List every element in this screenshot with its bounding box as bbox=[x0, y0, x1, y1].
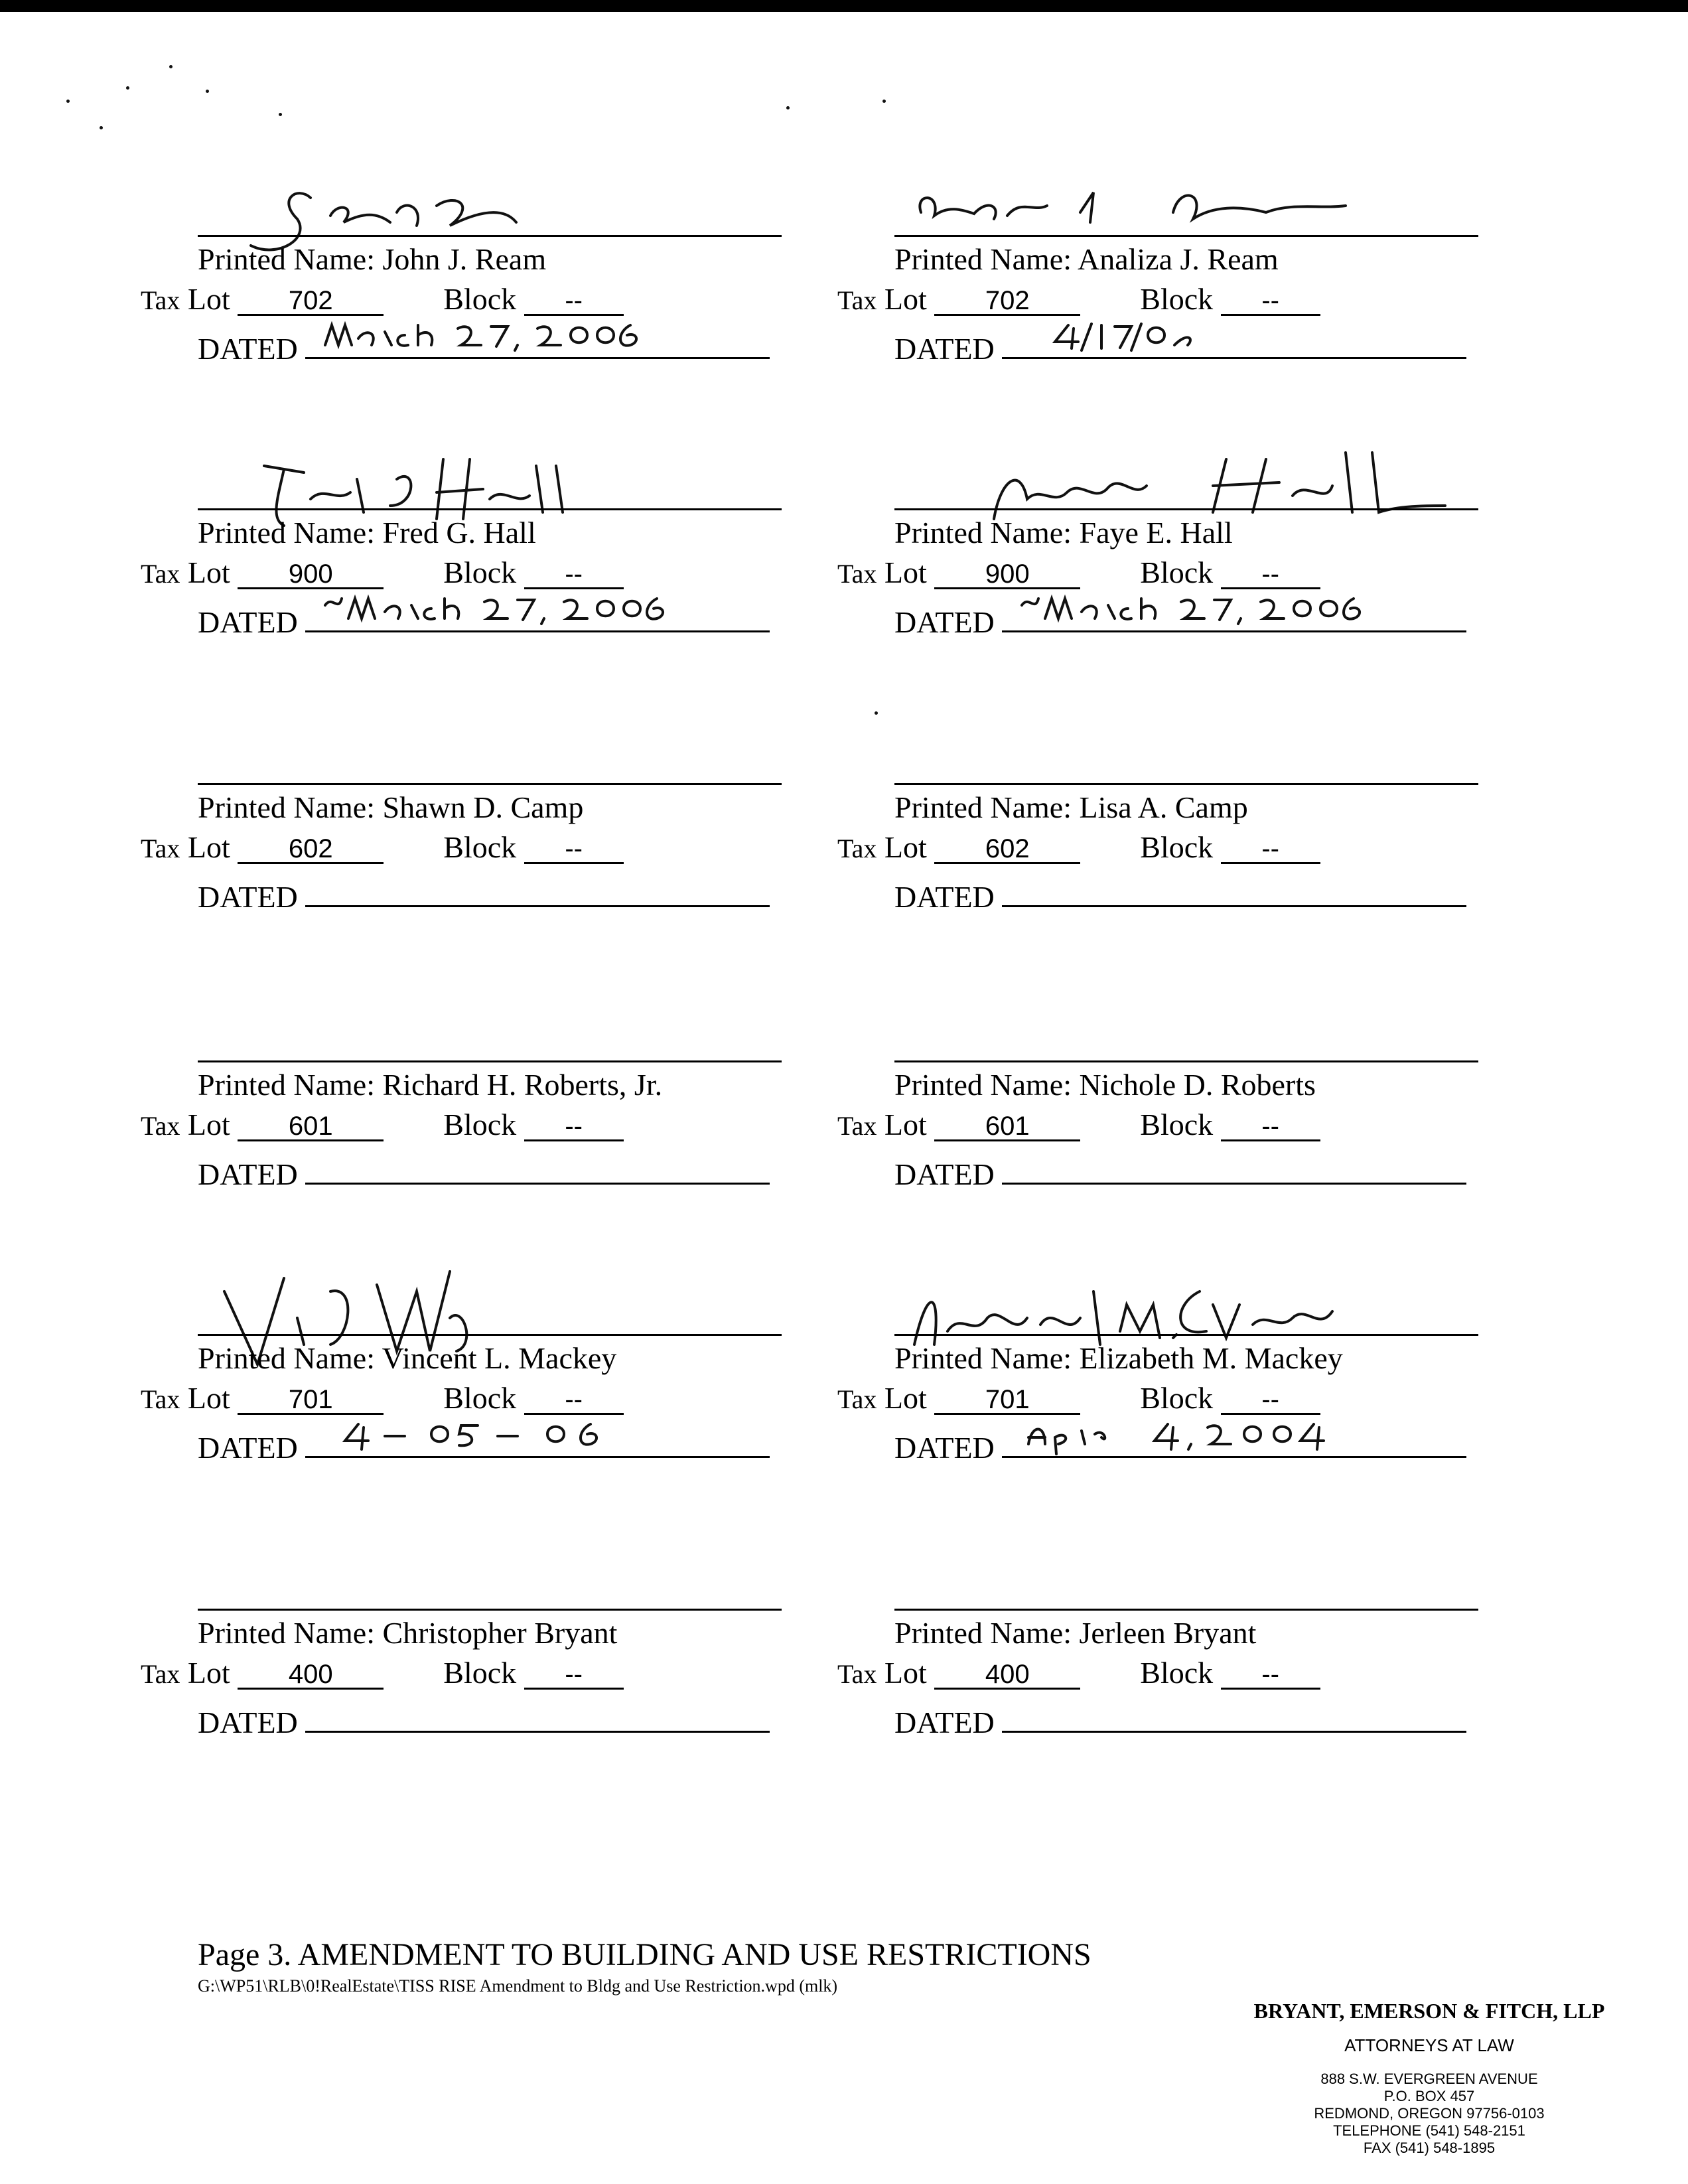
printed-name-label: Printed Name: bbox=[894, 790, 1080, 824]
dated-row bbox=[198, 597, 770, 638]
tax-label: Tax bbox=[837, 1111, 877, 1141]
scan-speck bbox=[100, 126, 103, 129]
dated-row bbox=[894, 1423, 1466, 1463]
tax-lot-value: 400 bbox=[238, 1661, 384, 1690]
tax-lot-value: 602 bbox=[238, 836, 384, 864]
signature-line bbox=[198, 1060, 782, 1062]
lot-label: Lot bbox=[187, 1381, 230, 1415]
signature-block bbox=[837, 166, 1512, 366]
tax-lot-row bbox=[837, 1110, 1320, 1141]
printed-name-row bbox=[894, 518, 1233, 548]
date-field bbox=[305, 872, 770, 907]
dated-label: DATED bbox=[894, 1431, 995, 1465]
printed-name-value: Richard H. Roberts, Jr. bbox=[382, 1068, 663, 1102]
signature-block bbox=[837, 714, 1512, 914]
lot-label: Lot bbox=[187, 282, 230, 316]
date-field bbox=[305, 1423, 770, 1458]
signature-line bbox=[894, 1609, 1478, 1611]
dated-row bbox=[894, 597, 1466, 638]
printed-name-row bbox=[198, 1343, 616, 1374]
tax-label: Tax bbox=[141, 285, 180, 315]
lot-label: Lot bbox=[884, 1108, 927, 1141]
block-value: -- bbox=[524, 1661, 624, 1690]
block-value: -- bbox=[524, 1386, 624, 1415]
block-value: -- bbox=[1221, 287, 1320, 316]
scan-speck bbox=[206, 90, 209, 93]
lot-label: Lot bbox=[187, 1656, 230, 1690]
signature-line bbox=[894, 783, 1478, 785]
signature-block bbox=[837, 439, 1512, 639]
printed-name-row bbox=[894, 1618, 1256, 1648]
dated-label: DATED bbox=[894, 332, 995, 366]
block-label: Block bbox=[1140, 1656, 1214, 1690]
printed-name-row bbox=[198, 244, 546, 275]
handwritten-date-image bbox=[1015, 1418, 1387, 1457]
signature-line bbox=[894, 1334, 1478, 1336]
tax-label: Tax bbox=[141, 1659, 180, 1689]
tax-lot-value: 602 bbox=[934, 836, 1080, 864]
dated-row bbox=[894, 1698, 1466, 1738]
block-value: -- bbox=[524, 1113, 624, 1141]
handwritten-date-image bbox=[318, 1418, 690, 1457]
printed-name-value: Faye E. Hall bbox=[1079, 516, 1233, 549]
tax-label: Tax bbox=[141, 1111, 180, 1141]
file-path: G:\WP51\RLB\0!RealEstate\TISS RISE Amendment to Bldg and Use Restriction.wpd (mlk) bbox=[198, 1976, 838, 1996]
lot-label: Lot bbox=[187, 830, 230, 864]
block-value: -- bbox=[1221, 1113, 1320, 1141]
handwritten-date-image bbox=[1015, 319, 1387, 358]
dated-label: DATED bbox=[894, 1157, 995, 1191]
law-firm-letterhead bbox=[1224, 1999, 1635, 2157]
tax-label: Tax bbox=[837, 834, 877, 863]
tax-lot-value: 601 bbox=[934, 1113, 1080, 1141]
tax-lot-row bbox=[837, 284, 1320, 316]
signature-line bbox=[198, 783, 782, 785]
printed-name-value: Christopher Bryant bbox=[382, 1616, 618, 1650]
printed-name-value: Elizabeth M. Mackey bbox=[1079, 1341, 1343, 1375]
tax-lot-row bbox=[141, 1110, 624, 1141]
tax-label: Tax bbox=[837, 559, 877, 589]
date-field bbox=[305, 597, 770, 632]
handwritten-date-image bbox=[1015, 592, 1387, 632]
printed-name-label: Printed Name: bbox=[198, 516, 383, 549]
signature-line bbox=[198, 1334, 782, 1336]
dated-row bbox=[198, 324, 770, 364]
tax-lot-row bbox=[141, 557, 624, 589]
date-field bbox=[1002, 597, 1466, 632]
block-value: -- bbox=[1221, 836, 1320, 864]
signature-block bbox=[141, 714, 815, 914]
dated-label: DATED bbox=[198, 1706, 298, 1739]
signature-line bbox=[198, 1609, 782, 1611]
block-label: Block bbox=[1140, 830, 1214, 864]
printed-name-value: Lisa A. Camp bbox=[1079, 790, 1248, 824]
firm-name: BRYANT, EMERSON & FITCH, LLP bbox=[1253, 1999, 1605, 2023]
block-label: Block bbox=[1140, 555, 1214, 589]
tax-lot-value: 900 bbox=[934, 561, 1080, 589]
signature-line bbox=[894, 1060, 1478, 1062]
printed-name-label: Printed Name: bbox=[198, 1341, 382, 1375]
tax-label: Tax bbox=[837, 285, 877, 315]
dated-row bbox=[894, 872, 1466, 912]
lot-label: Lot bbox=[884, 1381, 927, 1415]
dated-label: DATED bbox=[198, 1157, 298, 1191]
address-line: FAX (541) 548-1895 bbox=[1363, 2140, 1496, 2156]
signature-block bbox=[141, 439, 815, 639]
tax-lot-row bbox=[837, 1383, 1320, 1415]
dated-row bbox=[198, 1149, 770, 1190]
printed-name-value: Jerleen Bryant bbox=[1079, 1616, 1257, 1650]
dated-row bbox=[894, 324, 1466, 364]
signature-line bbox=[198, 508, 782, 510]
date-field bbox=[1002, 1423, 1466, 1458]
block-value: -- bbox=[524, 561, 624, 589]
printed-name-label: Printed Name: bbox=[198, 1616, 383, 1650]
block-label: Block bbox=[1140, 1108, 1214, 1141]
date-field bbox=[1002, 1698, 1466, 1733]
scan-speck bbox=[126, 86, 129, 90]
printed-name-label: Printed Name: bbox=[894, 1341, 1080, 1375]
address-line: P.O. BOX 457 bbox=[1383, 2088, 1475, 2104]
dated-row bbox=[894, 1149, 1466, 1190]
scan-speck bbox=[169, 65, 173, 68]
tax-lot-row bbox=[837, 557, 1320, 589]
block-label: Block bbox=[443, 282, 517, 316]
scan-border-top bbox=[0, 0, 1688, 12]
date-field bbox=[305, 1698, 770, 1733]
block-label: Block bbox=[1140, 282, 1214, 316]
firm-address bbox=[1224, 2071, 1635, 2157]
tax-label: Tax bbox=[141, 1384, 180, 1414]
tax-lot-row bbox=[141, 1383, 624, 1415]
printed-name-label: Printed Name: bbox=[894, 1616, 1080, 1650]
date-field bbox=[305, 1149, 770, 1185]
tax-label: Tax bbox=[141, 559, 180, 589]
signature-line bbox=[198, 235, 782, 237]
tax-label: Tax bbox=[837, 1659, 877, 1689]
tax-lot-row bbox=[837, 1658, 1320, 1690]
printed-name-row bbox=[198, 518, 536, 548]
tax-lot-row bbox=[141, 832, 624, 864]
scan-speck bbox=[66, 100, 70, 103]
printed-name-label: Printed Name: bbox=[198, 1068, 383, 1102]
date-field bbox=[305, 324, 770, 359]
handwritten-date-image bbox=[318, 592, 690, 632]
printed-name-label: Printed Name: bbox=[894, 1068, 1080, 1102]
block-label: Block bbox=[443, 1656, 517, 1690]
tax-lot-value: 702 bbox=[934, 287, 1080, 316]
signature-block bbox=[141, 166, 815, 366]
dated-row bbox=[198, 1423, 770, 1463]
printed-name-label: Printed Name: bbox=[894, 242, 1078, 276]
block-value: -- bbox=[524, 836, 624, 864]
tax-lot-value: 701 bbox=[934, 1386, 1080, 1415]
block-value: -- bbox=[1221, 561, 1320, 589]
signature-line bbox=[894, 508, 1478, 510]
printed-name-value: Fred G. Hall bbox=[382, 516, 536, 549]
scan-speck bbox=[786, 106, 790, 109]
tax-lot-value: 400 bbox=[934, 1661, 1080, 1690]
dated-label: DATED bbox=[894, 605, 995, 639]
block-label: Block bbox=[443, 830, 517, 864]
date-field bbox=[1002, 324, 1466, 359]
printed-name-label: Printed Name: bbox=[894, 516, 1080, 549]
tax-lot-row bbox=[837, 832, 1320, 864]
scan-speck bbox=[882, 100, 886, 103]
block-label: Block bbox=[443, 555, 517, 589]
dated-label: DATED bbox=[198, 1431, 298, 1465]
page-footer-title: Page 3. AMENDMENT TO BUILDING AND USE RESTRICTIONS bbox=[198, 1937, 1091, 1972]
block-label: Block bbox=[1140, 1381, 1214, 1415]
printed-name-row bbox=[198, 792, 583, 823]
printed-name-label: Printed Name: bbox=[198, 242, 383, 276]
signature-block bbox=[837, 1265, 1512, 1465]
lot-label: Lot bbox=[187, 555, 230, 589]
dated-row bbox=[198, 1698, 770, 1738]
address-line: REDMOND, OREGON 97756-0103 bbox=[1314, 2105, 1545, 2122]
signature-line bbox=[894, 235, 1478, 237]
signature-block bbox=[141, 991, 815, 1191]
tax-lot-row bbox=[141, 1658, 624, 1690]
signature-block bbox=[141, 1265, 815, 1465]
address-line: TELEPHONE (541) 548-2151 bbox=[1333, 2122, 1525, 2139]
scan-speck bbox=[875, 711, 878, 715]
printed-name-row bbox=[894, 244, 1279, 275]
tax-lot-value: 702 bbox=[238, 287, 384, 316]
printed-name-row bbox=[894, 792, 1248, 823]
block-label: Block bbox=[443, 1108, 517, 1141]
lot-label: Lot bbox=[884, 555, 927, 589]
lot-label: Lot bbox=[187, 1108, 230, 1141]
lot-label: Lot bbox=[884, 1656, 927, 1690]
printed-name-row bbox=[894, 1070, 1316, 1100]
printed-name-value: Vincent L. Mackey bbox=[382, 1341, 617, 1375]
tax-label: Tax bbox=[837, 1384, 877, 1414]
block-value: -- bbox=[1221, 1386, 1320, 1415]
block-value: -- bbox=[1221, 1661, 1320, 1690]
signature-block bbox=[837, 991, 1512, 1191]
signature-block bbox=[141, 1540, 815, 1739]
signature-block bbox=[837, 1540, 1512, 1739]
block-label: Block bbox=[443, 1381, 517, 1415]
tax-label: Tax bbox=[141, 834, 180, 863]
tax-lot-value: 601 bbox=[238, 1113, 384, 1141]
date-field bbox=[1002, 872, 1466, 907]
lot-label: Lot bbox=[884, 830, 927, 864]
printed-name-value: Shawn D. Camp bbox=[382, 790, 584, 824]
date-field bbox=[1002, 1149, 1466, 1185]
printed-name-label: Printed Name: bbox=[198, 790, 383, 824]
dated-label: DATED bbox=[198, 880, 298, 914]
printed-name-value: John J. Ream bbox=[382, 242, 547, 276]
firm-subtitle: ATTORNEYS AT LAW bbox=[1344, 2035, 1514, 2055]
dated-label: DATED bbox=[894, 880, 995, 914]
block-value: -- bbox=[524, 287, 624, 316]
dated-label: DATED bbox=[894, 1706, 995, 1739]
scan-speck bbox=[279, 113, 282, 116]
printed-name-row bbox=[198, 1070, 662, 1100]
printed-name-value: Nichole D. Roberts bbox=[1079, 1068, 1316, 1102]
handwritten-date-image bbox=[318, 319, 690, 358]
printed-name-row bbox=[894, 1343, 1343, 1374]
lot-label: Lot bbox=[884, 282, 927, 316]
tax-lot-value: 701 bbox=[238, 1386, 384, 1415]
address-line: 888 S.W. EVERGREEN AVENUE bbox=[1320, 2071, 1538, 2087]
dated-row bbox=[198, 872, 770, 912]
tax-lot-value: 900 bbox=[238, 561, 384, 589]
printed-name-value: Analiza J. Ream bbox=[1077, 242, 1279, 276]
dated-label: DATED bbox=[198, 332, 298, 366]
dated-label: DATED bbox=[198, 605, 298, 639]
printed-name-row bbox=[198, 1618, 617, 1648]
tax-lot-row bbox=[141, 284, 624, 316]
